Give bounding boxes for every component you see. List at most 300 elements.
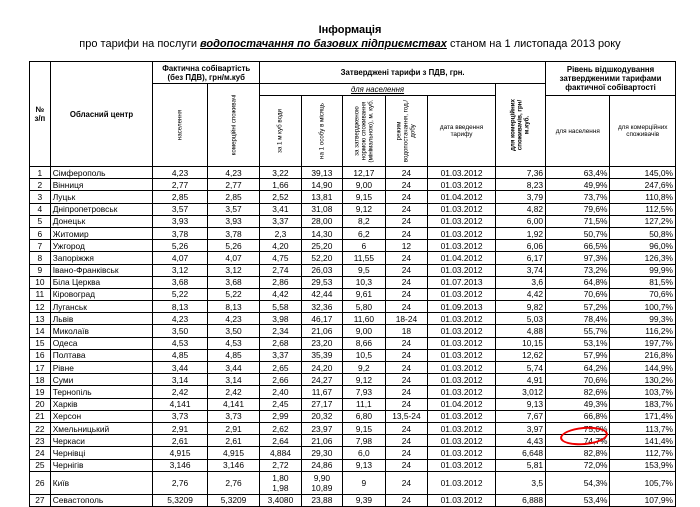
table-cell-lc: 183,7% — [610, 398, 676, 410]
table-cell-lp: 78,4% — [546, 313, 610, 325]
table-cell-n: 11 — [30, 288, 51, 300]
table-cell-com: 4,88 — [495, 325, 545, 337]
table-cell-mode: 24 — [385, 362, 428, 374]
table-cell-m3: 2,34 — [260, 325, 301, 337]
table-cell-lp: 71,5% — [546, 215, 610, 227]
table-cell-com: 3,6 — [495, 276, 545, 288]
table-cell-cc: 2,77 — [207, 179, 259, 191]
table-cell-com: 7,67 — [495, 410, 545, 422]
table-cell-m3: 2,72 — [260, 459, 301, 471]
table-cell-cc: 3,68 — [207, 276, 259, 288]
table-cell-m3: 4,42 — [260, 288, 301, 300]
table-cell-city: Хмельницький — [50, 422, 153, 434]
table-cell-date: 01.03.2012 — [428, 447, 496, 459]
table-cell-com: 3,97 — [495, 422, 545, 434]
table-cell-norm: 11,1 — [343, 398, 386, 410]
table-cell-cp: 3,78 — [153, 227, 208, 239]
table-cell-lc: 153,9% — [610, 459, 676, 471]
table-cell-lc: 130,2% — [610, 374, 676, 386]
table-cell-com: 3,74 — [495, 264, 545, 276]
table-cell-pp: 25,20 — [301, 240, 342, 252]
table-cell-norm: 11,55 — [343, 252, 386, 264]
table-cell-cp: 2,77 — [153, 179, 208, 191]
table-cell-lp: 57,2% — [546, 301, 610, 313]
table-row — [30, 191, 676, 203]
table-cell-n: 13 — [30, 313, 51, 325]
table-cell-date: 01.04.2012 — [428, 398, 496, 410]
table-cell-lc: 216,8% — [610, 349, 676, 361]
table-cell-m3: 3,37 — [260, 215, 301, 227]
table-cell-lc: 247,6% — [610, 179, 676, 191]
table-cell-pp: 27,17 — [301, 398, 342, 410]
table-cell-mode: 24 — [385, 349, 428, 361]
table-cell-cp: 4,07 — [153, 252, 208, 264]
table-cell-com: 5,03 — [495, 313, 545, 325]
header-mode: режим водопостачання, год./добу — [385, 96, 428, 167]
table-cell-n: 8 — [30, 252, 51, 264]
table-row — [30, 288, 676, 300]
table-cell-cc: 3,93 — [207, 215, 259, 227]
table-cell-city: Харків — [50, 398, 153, 410]
table-cell-mode: 24 — [385, 447, 428, 459]
table-cell-cc: 5,22 — [207, 288, 259, 300]
table-cell-mode: 24 — [385, 301, 428, 313]
table-cell-lp: 53,1% — [546, 337, 610, 349]
table-cell-pp: 20,32 — [301, 410, 342, 422]
table-cell-cp: 5,3209 — [153, 494, 208, 506]
table-cell-cp: 5,22 — [153, 288, 208, 300]
table-cell-n: 25 — [30, 459, 51, 471]
table-row — [30, 325, 676, 337]
table-cell-cc: 4,85 — [207, 349, 259, 361]
table-cell-lc: 96,0% — [610, 240, 676, 252]
table-cell-com: 9,13 — [495, 398, 545, 410]
table-cell-lc: 113,7% — [610, 422, 676, 434]
table-cell-lp: 79,6% — [546, 203, 610, 215]
table-cell-cc: 4,23 — [207, 313, 259, 325]
subtitle-post: станом на 1 листопада 2013 року — [446, 38, 621, 50]
table-cell-cp: 3,14 — [153, 374, 208, 386]
table-cell-com: 10,15 — [495, 337, 545, 349]
table-cell-lc: 116,2% — [610, 325, 676, 337]
table-cell-n: 1 — [30, 167, 51, 179]
table-cell-lp: 97,3% — [546, 252, 610, 264]
table-cell-norm: 5,80 — [343, 301, 386, 313]
table-cell-lp: 66,5% — [546, 240, 610, 252]
table-cell-m3: 2,64 — [260, 435, 301, 447]
table-cell-lc: 141,4% — [610, 435, 676, 447]
table-cell-m3: 2,65 — [260, 362, 301, 374]
header-cost-commercial: комерційні споживачі — [207, 84, 259, 167]
table-cell-mode: 24 — [385, 459, 428, 471]
table-cell-city: Черкаси — [50, 435, 153, 447]
table-cell-lp: 64,2% — [546, 362, 610, 374]
table-cell-lc: 126,3% — [610, 252, 676, 264]
table-cell-date: 01.03.2012 — [428, 422, 496, 434]
table-cell-pp: 23,20 — [301, 337, 342, 349]
table-cell-lp: 82,8% — [546, 447, 610, 459]
table-cell-cp: 2,91 — [153, 422, 208, 434]
header-tariffs: Затверджені тарифи з ПДВ, грн. — [260, 62, 546, 84]
table-cell-cp: 4,141 — [153, 398, 208, 410]
table-cell-cp: 3,12 — [153, 264, 208, 276]
table-cell-pp: 24,27 — [301, 374, 342, 386]
table-cell-lc: 197,7% — [610, 337, 676, 349]
table-cell-n: 26 — [30, 471, 51, 494]
table-cell-pp: 24,20 — [301, 362, 342, 374]
table-cell-date: 01.03.2012 — [428, 362, 496, 374]
header-number: № з/п — [30, 62, 51, 167]
header-per-m3: за 1 м куб води — [260, 96, 301, 167]
header-cost: Фактична собівартість (без ПДВ), грн/м.куб — [153, 62, 260, 84]
table-row — [30, 276, 676, 288]
table-cell-lp: 53,4% — [546, 494, 610, 506]
table-cell-mode: 24 — [385, 179, 428, 191]
table-cell-pp: 42,44 — [301, 288, 342, 300]
table-cell-lp: 73,2% — [546, 264, 610, 276]
table-cell-n: 10 — [30, 276, 51, 288]
table-cell-city: Сімферополь — [50, 167, 153, 179]
table-cell-lc: 99,9% — [610, 264, 676, 276]
table-row — [30, 410, 676, 422]
table-cell-lp: 57,9% — [546, 349, 610, 361]
table-cell-lp: 64,8% — [546, 276, 610, 288]
table-cell-m3: 4,884 — [260, 447, 301, 459]
table-cell-com: 4,91 — [495, 374, 545, 386]
table-cell-m3: 3,98 — [260, 313, 301, 325]
table-cell-lc: 171,4% — [610, 410, 676, 422]
table-cell-n: 3 — [30, 191, 51, 203]
table-cell-m3: 3,37 — [260, 349, 301, 361]
table-cell-n: 5 — [30, 215, 51, 227]
table-cell-city: Суми — [50, 374, 153, 386]
table-cell-cc: 4,141 — [207, 398, 259, 410]
table-row — [30, 349, 676, 361]
table-cell-pp: 23,97 — [301, 422, 342, 434]
table-row — [30, 227, 676, 239]
table-cell-pp: 29,30 — [301, 447, 342, 459]
table-cell-n: 9 — [30, 264, 51, 276]
table-cell-cp: 4,23 — [153, 313, 208, 325]
table-cell-cc: 3,73 — [207, 410, 259, 422]
table-cell-norm: 9,61 — [343, 288, 386, 300]
table-cell-lc: 100,7% — [610, 301, 676, 313]
table-cell-m3: 2,74 — [260, 264, 301, 276]
header-date: дата введення тарифу — [428, 96, 496, 167]
table-row — [30, 398, 676, 410]
table-cell-m3: 3,22 — [260, 167, 301, 179]
table-row — [30, 337, 676, 349]
table-cell-cp: 3,57 — [153, 203, 208, 215]
table-row — [30, 252, 676, 264]
table-cell-norm: 9,13 — [343, 459, 386, 471]
table-cell-com: 4,42 — [495, 288, 545, 300]
table-cell-norm: 9,2 — [343, 362, 386, 374]
table-cell-date: 01.04.2012 — [428, 191, 496, 203]
table-cell-city: Херсон — [50, 410, 153, 422]
table-cell-cp: 3,93 — [153, 215, 208, 227]
table-cell-date: 01.03.2012 — [428, 167, 496, 179]
table-row — [30, 447, 676, 459]
table-cell-norm: 6,80 — [343, 410, 386, 422]
table-cell-norm: 6 — [343, 240, 386, 252]
table-cell-mode: 24 — [385, 422, 428, 434]
table-cell-lp: 49,9% — [546, 179, 610, 191]
table-cell-cp: 2,76 — [153, 471, 208, 494]
table-cell-norm: 10,5 — [343, 349, 386, 361]
table-cell-lp: 70,6% — [546, 288, 610, 300]
table-cell-lp: 54,3% — [546, 471, 610, 494]
table-cell-cp: 2,42 — [153, 386, 208, 398]
table-cell-mode: 24 — [385, 435, 428, 447]
table-cell-m3: 3,41 — [260, 203, 301, 215]
table-cell-lc: 99,3% — [610, 313, 676, 325]
table-cell-norm: 9,12 — [343, 203, 386, 215]
table-row — [30, 471, 676, 494]
table-cell-lp: 82,6% — [546, 386, 610, 398]
table-cell-pp: 21,06 — [301, 325, 342, 337]
table-cell-lc: 110,8% — [610, 191, 676, 203]
table-cell-com: 3,5 — [495, 471, 545, 494]
table-cell-m3: 2,45 — [260, 398, 301, 410]
header-level-commercial: для комерційних споживачів — [610, 96, 676, 167]
table-cell-n: 24 — [30, 447, 51, 459]
table-cell-n: 12 — [30, 301, 51, 313]
table-cell-m3: 2,3 — [260, 227, 301, 239]
table-cell-date: 01.09.2013 — [428, 301, 496, 313]
table-cell-cp: 2,85 — [153, 191, 208, 203]
table-cell-city: Вінниця — [50, 179, 153, 191]
table-cell-cc: 3,78 — [207, 227, 259, 239]
table-cell-norm: 9 — [343, 471, 386, 494]
table-cell-norm: 9,15 — [343, 422, 386, 434]
table-cell-norm: 9,5 — [343, 264, 386, 276]
table-cell-cc: 4,915 — [207, 447, 259, 459]
table-cell-city: Чернігів — [50, 459, 153, 471]
table-cell-com: 6,888 — [495, 494, 545, 506]
table-cell-pp: 52,20 — [301, 252, 342, 264]
table-cell-cc: 5,3209 — [207, 494, 259, 506]
table-cell-lp: 66,8% — [546, 410, 610, 422]
table-cell-date: 01.03.2012 — [428, 215, 496, 227]
table-cell-m3: 3,4080 — [260, 494, 301, 506]
table-cell-city: Ужгород — [50, 240, 153, 252]
table-cell-date: 01.04.2012 — [428, 252, 496, 264]
table-cell-city: Дніпропетровськ — [50, 203, 153, 215]
table-cell-cc: 4,07 — [207, 252, 259, 264]
table-cell-date: 01.03.2012 — [428, 374, 496, 386]
table-cell-date: 01.03.2012 — [428, 471, 496, 494]
table-cell-city: Полтава — [50, 349, 153, 361]
table-row — [30, 313, 676, 325]
page-title: Інформація — [318, 24, 382, 36]
table-cell-cc: 3,50 — [207, 325, 259, 337]
table-cell-lp: 72,0% — [546, 459, 610, 471]
table-cell-city: Кіровоград — [50, 288, 153, 300]
table-cell-norm: 6,0 — [343, 447, 386, 459]
table-cell-n: 20 — [30, 398, 51, 410]
table-cell-mode: 24 — [385, 191, 428, 203]
table-row — [30, 386, 676, 398]
table-cell-norm: 7,93 — [343, 386, 386, 398]
table-cell-mode: 24 — [385, 252, 428, 264]
table-cell-com: 4,43 — [495, 435, 545, 447]
table-cell-n: 27 — [30, 494, 51, 506]
table-cell-date: 01.03.2012 — [428, 494, 496, 506]
table-cell-com: 6,06 — [495, 240, 545, 252]
table-cell-cc: 2,42 — [207, 386, 259, 398]
table-cell-mode: 18 — [385, 325, 428, 337]
table-cell-cp: 8,13 — [153, 301, 208, 313]
table-cell-norm: 9,00 — [343, 325, 386, 337]
table-row — [30, 374, 676, 386]
table-cell-mode: 24 — [385, 494, 428, 506]
table-cell-n: 4 — [30, 203, 51, 215]
table-cell-cc: 4,53 — [207, 337, 259, 349]
table-cell-date: 01.03.2012 — [428, 179, 496, 191]
table-cell-cp: 3,44 — [153, 362, 208, 374]
table-cell-date: 01.03.2012 — [428, 459, 496, 471]
table-cell-norm: 9,39 — [343, 494, 386, 506]
table-cell-cp: 3,68 — [153, 276, 208, 288]
table-row — [30, 301, 676, 313]
table-cell-lc: 112,5% — [610, 203, 676, 215]
table-cell-pp: 35,39 — [301, 349, 342, 361]
table-cell-lp: 50,7% — [546, 227, 610, 239]
table-cell-m3: 2,40 — [260, 386, 301, 398]
table-cell-norm: 11,60 — [343, 313, 386, 325]
table-cell-com: 4,82 — [495, 203, 545, 215]
table-cell-city: Івано-Франківськ — [50, 264, 153, 276]
header-level-population: для населення — [546, 96, 610, 167]
table-cell-lp: 74,7% — [546, 435, 610, 447]
table-cell-date: 01.03.2012 — [428, 288, 496, 300]
table-cell-date: 01.03.2012 — [428, 325, 496, 337]
table-cell-lp: 55,7% — [546, 325, 610, 337]
table-cell-city: Київ — [50, 471, 153, 494]
table-cell-lc: 105,7% — [610, 471, 676, 494]
table-cell-city: Севастополь — [50, 494, 153, 506]
table-cell-cp: 4,915 — [153, 447, 208, 459]
table-cell-m3: 4,20 — [260, 240, 301, 252]
table-cell-m3: 2,66 — [260, 374, 301, 386]
table-cell-com: 8,23 — [495, 179, 545, 191]
table-cell-date: 01.03.2012 — [428, 264, 496, 276]
table-cell-cp: 4,85 — [153, 349, 208, 361]
table-cell-cc: 2,85 — [207, 191, 259, 203]
table-cell-city: Одеса — [50, 337, 153, 349]
table-cell-norm: 9,00 — [343, 179, 386, 191]
table-cell-m3: 2,52 — [260, 191, 301, 203]
table-cell-com: 3,79 — [495, 191, 545, 203]
table-cell-pp: 23,88 — [301, 494, 342, 506]
page-subtitle — [0, 38, 700, 50]
table-cell-date: 01.03.2012 — [428, 337, 496, 349]
table-cell-city: Чернівці — [50, 447, 153, 459]
table-cell-cc: 2,91 — [207, 422, 259, 434]
table-cell-m3: 1,66 — [260, 179, 301, 191]
table-cell-cp: 5,26 — [153, 240, 208, 252]
table-cell-cc: 3,57 — [207, 203, 259, 215]
table-cell-mode: 24 — [385, 215, 428, 227]
table-cell-city: Луцьк — [50, 191, 153, 203]
table-cell-pp: 13,81 — [301, 191, 342, 203]
table-cell-city: Рівне — [50, 362, 153, 374]
table-cell-cp: 4,53 — [153, 337, 208, 349]
table-cell-lp: 70,6% — [546, 374, 610, 386]
table-cell-lc: 112,7% — [610, 447, 676, 459]
table-cell-cc: 2,76 — [207, 471, 259, 494]
table-cell-pp: 11,67 — [301, 386, 342, 398]
table-cell-norm: 10,3 — [343, 276, 386, 288]
table-cell-n: 23 — [30, 435, 51, 447]
table-cell-mode: 12 — [385, 240, 428, 252]
table-cell-date: 01.03.2012 — [428, 349, 496, 361]
table-cell-cc: 5,26 — [207, 240, 259, 252]
table-cell-pp: 46,17 — [301, 313, 342, 325]
table-cell-norm: 12,17 — [343, 167, 386, 179]
header-per-person: на 1 особу в місяць — [301, 96, 342, 167]
table-cell-n: 19 — [30, 386, 51, 398]
table-row — [30, 167, 676, 179]
table-cell-cc: 3,14 — [207, 374, 259, 386]
table-cell-mode: 24 — [385, 471, 428, 494]
table-cell-n: 16 — [30, 349, 51, 361]
table-cell-mode: 24 — [385, 227, 428, 239]
table-cell-norm: 6,2 — [343, 227, 386, 239]
table-cell-lc: 50,8% — [610, 227, 676, 239]
table-cell-date: 01.03.2012 — [428, 203, 496, 215]
table-cell-m3: 2,62 — [260, 422, 301, 434]
table-cell-date: 01.03.2012 — [428, 386, 496, 398]
table-cell-city: Донецьк — [50, 215, 153, 227]
table-cell-date: 01.07.2013 — [428, 276, 496, 288]
table-cell-cc: 4,23 — [207, 167, 259, 179]
header-for-population: для населення — [260, 84, 496, 96]
subtitle-pre: про тарифи на послуги — [79, 38, 201, 50]
table-cell-lp: 63,4% — [546, 167, 610, 179]
table-cell-mode: 24 — [385, 276, 428, 288]
table-cell-lc: 145,0% — [610, 167, 676, 179]
table-cell-mode: 18-24 — [385, 313, 428, 325]
table-cell-lp: 49,3% — [546, 398, 610, 410]
table-cell-mode: 24 — [385, 264, 428, 276]
table-cell-city: Житомир — [50, 227, 153, 239]
table-cell-norm: 8,2 — [343, 215, 386, 227]
table-row — [30, 215, 676, 227]
table-row — [30, 179, 676, 191]
table-cell-lc: 103,7% — [610, 386, 676, 398]
table-cell-m3: 1,80 1,98 — [260, 471, 301, 494]
table-cell-mode: 13,5-24 — [385, 410, 428, 422]
table-cell-com: 5,81 — [495, 459, 545, 471]
table-row — [30, 240, 676, 252]
table-cell-pp: 29,53 — [301, 276, 342, 288]
table-cell-lc: 127,2% — [610, 215, 676, 227]
table-cell-lc: 70,6% — [610, 288, 676, 300]
header-norm: за затвердженою нормою споживання (мінімальною), м. куб. — [343, 96, 386, 167]
table-cell-n: 17 — [30, 362, 51, 374]
table-cell-com: 3,012 — [495, 386, 545, 398]
table-cell-lp: 73,7% — [546, 191, 610, 203]
table-cell-m3: 4,75 — [260, 252, 301, 264]
table-cell-pp: 28,00 — [301, 215, 342, 227]
table-cell-mode: 24 — [385, 167, 428, 179]
table-cell-date: 01.03.2012 — [428, 410, 496, 422]
table-cell-pp: 24,86 — [301, 459, 342, 471]
table-cell-cp: 2,61 — [153, 435, 208, 447]
table-cell-com: 6,17 — [495, 252, 545, 264]
